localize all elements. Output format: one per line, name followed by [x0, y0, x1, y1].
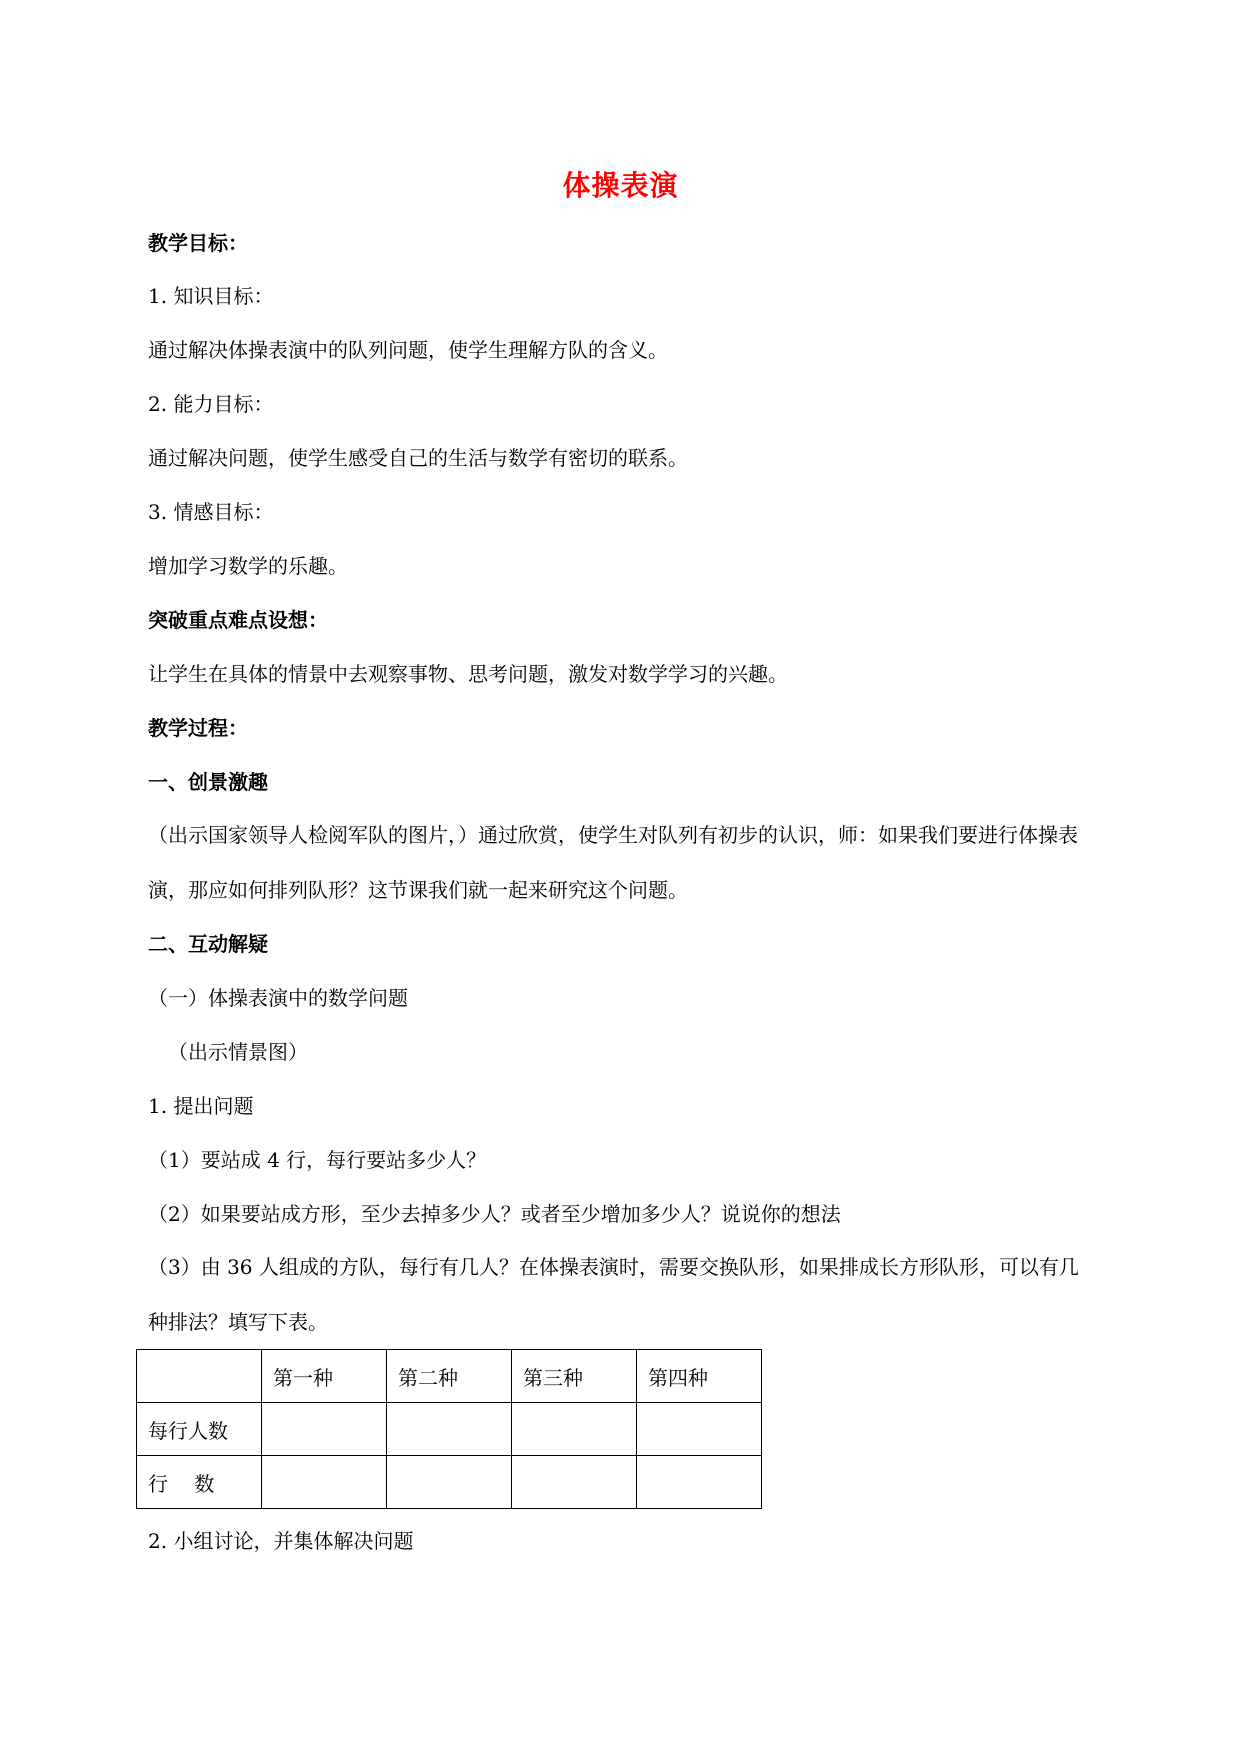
sub1-note: （出示情景图） [168, 1040, 308, 1064]
row-label-per-row-count: 每行人数 [137, 1403, 262, 1456]
table-cell [262, 1456, 387, 1509]
goal3-label: 3. 情感目标： [148, 500, 274, 524]
table-cell [637, 1456, 762, 1509]
question-3: （3）由 36 人组成的方队，每行有几人？在体操表演时，需要交换队形，如果排成长方形队形，可以有几种排法？填写下表。 [148, 1255, 1079, 1334]
goal3-text: 增加学习数学的乐趣。 [148, 554, 348, 578]
process-heading: 教学过程： [148, 716, 248, 740]
goal2-text: 通过解决问题，使学生感受自己的生活与数学有密切的联系。 [148, 446, 688, 470]
section1-heading: 一、创景激趣 [148, 770, 268, 794]
keypoint-heading: 突破重点难点设想： [148, 608, 328, 632]
keypoint-text: 让学生在具体的情景中去观察事物、思考问题，激发对数学学习的兴趣。 [148, 662, 788, 686]
question-1: （1）要站成 4 行，每行要站多少人？ [148, 1148, 487, 1172]
sub1-heading: （一）体操表演中的数学问题 [148, 986, 408, 1010]
table-header-cell: 第三种 [512, 1350, 637, 1403]
table-cell [387, 1403, 512, 1456]
table-cell [512, 1456, 637, 1509]
section2-heading: 二、互动解疑 [148, 932, 268, 956]
step1-label: 1. 提出问题 [148, 1094, 254, 1118]
table-header-cell: 第四种 [637, 1350, 762, 1403]
table-cell [512, 1403, 637, 1456]
row-label-row-count: 行 数 [137, 1456, 262, 1509]
goal2-label: 2. 能力目标： [148, 392, 274, 416]
table-row [137, 1456, 762, 1509]
table-header-row [137, 1350, 762, 1403]
goal1-text: 通过解决体操表演中的队列问题，使学生理解方队的含义。 [148, 338, 668, 362]
goals-heading: 教学目标： [148, 231, 248, 255]
arrangement-table [136, 1349, 762, 1509]
step2-label: 2. 小组讨论，并集体解决问题 [148, 1529, 414, 1553]
table-header-cell: 第二种 [387, 1350, 512, 1403]
table-header-cell: 第一种 [262, 1350, 387, 1403]
goal1-label: 1. 知识目标： [148, 284, 274, 308]
table-cell [262, 1403, 387, 1456]
section1-text: （出示国家领导人检阅军队的图片，）通过欣赏，使学生对队列有初步的认识，师：如果我们要进行体操表演，那应如何排列队形？这节课我们就一起来研究这个问题。 [148, 823, 1078, 902]
table-cell [637, 1403, 762, 1456]
table-header-cell [137, 1350, 262, 1403]
table-cell [387, 1456, 512, 1509]
question-2: （2）如果要站成方形，至少去掉多少人？或者至少增加多少人？说说你的想法 [148, 1202, 841, 1226]
table-row [137, 1403, 762, 1456]
document-title: 体操表演 [562, 169, 679, 202]
